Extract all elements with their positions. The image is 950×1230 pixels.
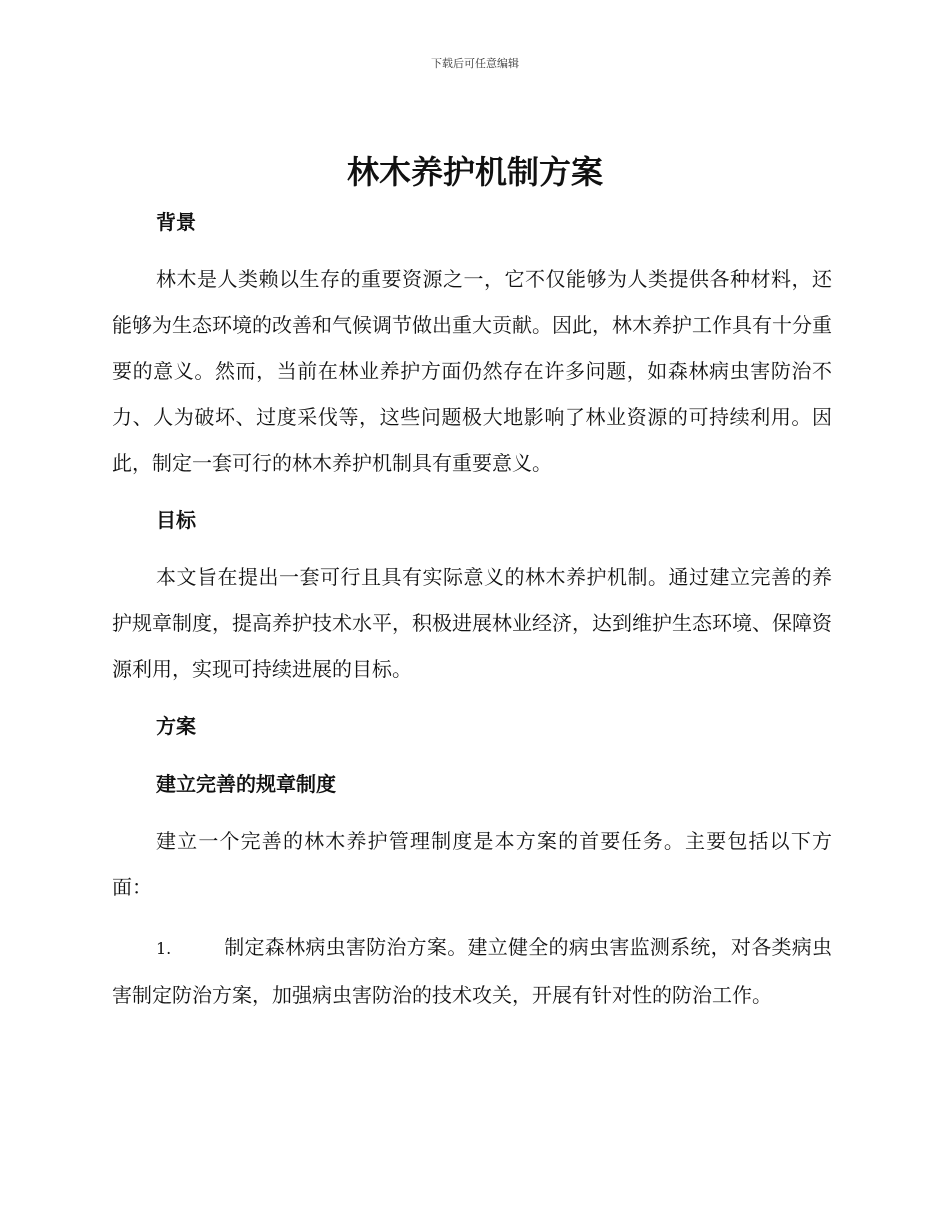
section-heading-plan: 方案 xyxy=(156,714,196,738)
list-item-text: 制定森林病虫害防治方案。建立健全的病虫害监测系统，对各类病虫害制定防治方案，加强病虫害防治的技术攻关，开展有针对性的防治工作。 xyxy=(112,935,832,1007)
section-heading-background: 背景 xyxy=(156,210,196,234)
subsection-heading-regulations: 建立完善的规章制度 xyxy=(156,772,336,796)
document-body xyxy=(112,202,832,1018)
list-item-number: 1. xyxy=(156,939,172,958)
header-note: 下载后可任意编辑 xyxy=(431,57,519,70)
background-paragraph: 林木是人类赖以生存的重要资源之一，它不仅能够为人类提供各种材料，还能够为生态环境的改善和气候调节做出重大贡献。因此，林木养护工作具有十分重要的意义。然而，当前在林业养护方面仍然存在许多问题，如森林病虫害防治不力、人为破坏、过度采伐等，这些问题极大地影响了林业资源的可持续利用。因此，制定一套可行的林木养护机制具有重要意义。 xyxy=(112,267,832,475)
section-heading-goal: 目标 xyxy=(156,508,196,532)
document-title: 林木养护机制方案 xyxy=(346,153,603,191)
plan-paragraph: 建立一个完善的林木养护管理制度是本方案的首要任务。主要包括以下方面： xyxy=(112,829,832,899)
goal-paragraph: 本文旨在提出一套可行且具有实际意义的林木养护机制。通过建立完善的养护规章制度，提高养护技术水平，积极进展林业经济，达到维护生态环境、保障资源利用，实现可持续进展的目标。 xyxy=(112,565,832,681)
list-item xyxy=(112,924,832,1018)
